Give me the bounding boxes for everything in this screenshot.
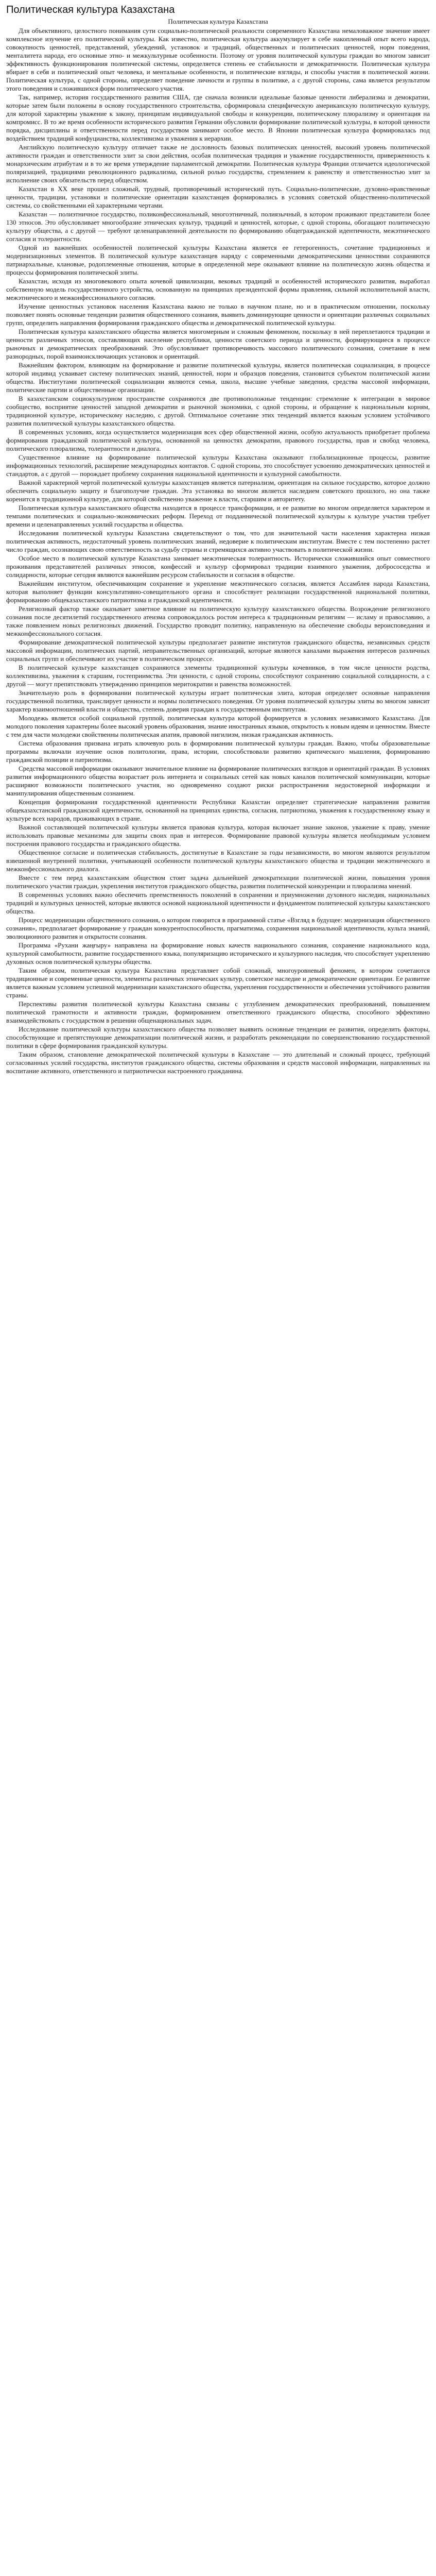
paragraph: Средства массовой информации оказывают значительное влияние на формирование политических взглядов и ориентаций граждан. В условиях развития информационного общества возрастает роль интернета и социальных сетей как новых каналов политической коммуникации, которые расширяют возможности политического участия, но одновременно создают риски распространения недостоверной информации и манипулирования общественным сознанием. xyxy=(6,765,430,797)
paragraph: В казахстанском социокультурном пространстве сохраняются две противоположные тенденции: стремление к интеграции в мировое сообщество, восприятие ценностей западной демократии и рыночной экономики, с одной стороны, и обращение к национальным корням, традиционной культуре, историческому наследию, с другой. Оптимальное сочетание этих тенденций является важным условием устойчивого развития политической культуры казахстанского общества. xyxy=(6,395,430,427)
paragraph: Перспективы развития политической культуры Казахстана связаны с углублением демократических преобразований, повышением политической грамотности и активности граждан, формированием ответственного гражданского общества, способного эффективно взаимодействовать с государством в решении общенациональных задач. xyxy=(6,1000,430,1024)
paragraph: Концепция формирования государственной идентичности Республики Казахстан определяет стратегические направления развития общеказахстанской гражданской идентичности, основанной на принципах единства, согласия, патриотизма, уважения к государственному языку и культуре всех народов, проживающих в стране. xyxy=(6,798,430,822)
paragraph: Существенное влияние на формирование политической культуры Казахстана оказывают глобализационные процессы, развитие информационных технологий, расширение международных контактов. С одной стороны, это способствует усвоению демократических ценностей и стандартов, а с другой — порождает проблему сохранения национальной идентичности и культурной самобытности. xyxy=(6,453,430,478)
paragraph: Казахстан, исходя из многовекового опыта кочевой цивилизации, вековых традиций и особенностей исторического развития, выработал собственную модель государственного устройства, основанную на принципах президентской формы правления, сильной исполнительной власти, межэтнического и межконфессионального согласия. xyxy=(6,277,430,301)
paragraph: Важной составляющей политической культуры является правовая культура, которая включает знание законов, уважение к праву, умение использовать правовые механизмы для защиты своих прав и интересов. Формирование правовой культуры является необходимым условием построения правового государства и гражданского общества. xyxy=(6,823,430,848)
paragraph: Изучение ценностных установок населения Казахстана важно не только в научном плане, но и в практическом отношении, поскольку позволяет понять основные тенденции развития общественного сознания, выявить доминирующие ценности и ориентации различных социальных групп, определить направления формирования гражданского общества и демократической политической культуры. xyxy=(6,302,430,327)
paragraph: Таким образом, становление демократической политической культуры в Казахстане — это длительный и сложный процесс, требующий согласованных усилий государства, институтов гражданского общества, системы образования и средств массовой информации, направленных на воспитание активного, ответственного и патриотически настроенного гражданина. xyxy=(6,1050,430,1075)
paragraph: Процесс модернизации общественного сознания, о котором говорится в программной статье «Взгляд в будущее: модернизация общественного сознания», предполагает формирование у граждан конкурентоспособности, прагматизма, сохранения национальной идентичности, культа знаний, эволюционного развития и открытости сознания. xyxy=(6,916,430,940)
page-title: Политическая культура Казахстана xyxy=(6,4,175,15)
document-subtitle: Политическая культура Казахстана xyxy=(168,18,268,25)
paragraph: Казахстан — полиэтничное государство, поликонфессиональный, многоэтничный, полиязычный, в котором проживают представители более 130 этносов. Это обусловливает многообразие этнических культур, традиций и ценностей, которые, с одной стороны, обогащают политическую культуру общества, а с другой — требуют целенаправленной деятельности по формированию общегражданской идентичности, межэтнического согласия и толерантности. xyxy=(6,210,430,243)
paragraph: Для объективного, целостного понимания сути социально-политической реальности современного Казахстана немаловажное значение имеет комплексное изучение его политической культуры. Как известно, политическая культура аккумулирует в себе накопленный опыт всего народа, совокупность ценностей, представлений, убеждений, установок и традиций, общественных и политических ценностей, норм поведения, менталитета народа, его основные этно- и межкультурные особенности. Поэтому от уровня политической культуры граждан во многом зависит эффективность функционирования политической системы, определяется степень ее стабильности и демократичности. Политическая культура вбирает в себя и политический опыт человека, и ментальные особенности, и политические взгляды, и способы участия в политической жизни. Политическая культура, с одной стороны, определяет поведение личности и группы в политике, а с другой стороны, сама является результатом этого поведения и сложившихся форм политического участия. xyxy=(6,27,430,92)
paragraph: Религиозный фактор также оказывает заметное влияние на политическую культуру казахстанского общества. Возрождение религиозного сознания после десятилетий государственного атеизма сопровождалось ростом интереса к традиционным религиям — исламу и православию, а также появлением новых религиозных движений. Государство проводит политику, направленную на обеспечение свободы вероисповедания и межконфессионального согласия. xyxy=(6,605,430,637)
paragraph: Казахстан в XX веке прошел сложный, трудный, противоречивый исторический путь. Социально-политические, духовно-нравственные ценности, традиции, установки и политические ориентации казахстанцев формировались в условиях советской общественно-политической системы, со свойственными ей характерными чертами. xyxy=(6,185,430,209)
paragraph: Молодежь является особой социальной группой, политическая культура которой формируется в условиях независимого Казахстана. Для молодого поколения характерны более высокий уровень образования, знание иностранных языков, открытость к новым идеям и ценностям. Вместе с тем для части молодежи свойственны политическая апатия, правовой нигилизм, низкая гражданская активность. xyxy=(6,714,430,738)
paragraph: Политическая культура казахстанского общества находится в процессе трансформации, и ее развитие во многом определяется характером и темпами политических и социально-экономических реформ. Переход от подданнической политической культуры к культуре участия требует времени и целенаправленных усилий государства и общества. xyxy=(6,504,430,528)
paragraph: Таким образом, политическая культура Казахстана представляет собой сложный, многоуровневый феномен, в котором сочетаются традиционные и современные ценности, элементы различных этнических культур, советское наследие и демократические ориентации. Ее развитие является важным условием успешной модернизации казахстанского общества, укрепления государственности и обеспечения устойчивого развития страны. xyxy=(6,967,430,999)
paragraph: Система образования призвана играть ключевую роль в формировании политической культуры граждан. Важно, чтобы образовательные программы включали изучение основ политологии, права, истории, способствовали развитию критического мышления, формированию гражданской позиции и патриотизма. xyxy=(6,739,430,764)
document-body xyxy=(6,27,430,1075)
paragraph: Общественное согласие и политическая стабильность, достигнутые в Казахстане за годы независимости, во многом являются результатом взвешенной внутренней политики, учитывающей особенности политической культуры казахстанского общества и традиции межэтнического и межконфессионального диалога. xyxy=(6,849,430,873)
paragraph: Политическая культура казахстанского общества является многомерным и сложным феноменом, поскольку в ней переплетаются традиции и ценности различных этносов, составляющих население республики, ценности советского периода и ценности, формирующиеся в процессе рыночных и демократических преобразований. Это обусловливает противоречивость массового политического сознания, сочетание в нем разнородных, порой взаимоисключающих установок и ориентаций. xyxy=(6,328,430,360)
document-page xyxy=(0,0,436,1082)
paragraph: Английскую политическую культуру отличает также не дословность базовых политических ценностей, высокий уровень политической активности граждан и ответственности элит за свои действия, особая политическая традиция и уважение государственности, приверженность к монархическим атрибутам и в то же время утверждение парламентской демократии. Политическая культура Франции отличается идеологической поляризацией, традициями революционного радикализма, сильной ролью государства, стремлением к равенству и ответственностью элит за исполнение своих обязательств перед обществом. xyxy=(6,143,430,184)
paragraph: Важнейшим фактором, влияющим на формирование и развитие политической культуры, является политическая социализация, в процессе которой индивид усваивает систему политических знаний, ценностей, норм и образцов поведения, становится субъектом политической жизни общества. Институтами политической социализации являются семья, школа, высшие учебные заведения, средства массовой информации, политические партии и общественные организации. xyxy=(6,361,430,394)
paragraph: В политической культуре казахстанцев сохраняются элементы традиционной культуры кочевников, в том числе ценности родства, коллективизма, уважения к старшим, гостеприимства. Эти ценности, с одной стороны, способствуют сохранению социальной солидарности, а с другой — могут препятствовать утверждению принципов меритократии и равенства возможностей. xyxy=(6,664,430,688)
paragraph: Вместе с тем перед казахстанским обществом стоит задача дальнейшей демократизации политической жизни, повышения уровня политического участия граждан, укрепления институтов гражданского общества, развития политической конкуренции и плюрализма мнений. xyxy=(6,874,430,890)
paragraph: Программа «Рухани жаңғыру» направлена на формирование новых качеств национального сознания, сохранение национального кода, культурной самобытности, развитие государственного языка, популяризацию исторического и культурного наследия, что способствует укреплению духовных основ политической культуры общества. xyxy=(6,941,430,965)
paragraph: Исследование политической культуры казахстанского общества позволяет выявить основные тенденции ее развития, определить факторы, способствующие и препятствующие демократизации политической жизни, и разработать рекомендации по совершенствованию государственной политики в сфере формирования гражданской культуры. xyxy=(6,1025,430,1049)
paragraph: Так, например, история государственного развития США, где сначала возникли идеальные базовые ценности либерализма и демократии, которые затем были положены в основу государственного строительства, сформировала специфическую американскую политическую культуру, для которой характерны уважение к закону, принципам индивидуальной свободы и конкуренции, политическому плюрализму и ориентация на компромисс. В то же время особенности исторического развития Германии обусловили формирование политической культуры, в которой ценности порядка, дисциплины и ответственности перед государством занимают особое место. В Японии политическая культура формировалась под воздействием традиций конфуцианства, коллективизма и уважения к иерархии. xyxy=(6,93,430,142)
paragraph: Одной из важнейших особенностей политической культуры Казахстана является ее гетерогенность, сочетание традиционных и модернизационных элементов. В политической культуре казахстанцев наряду с современными демократическими ценностями сохраняются патриархальные, клановые, родоплеменные отношения, которые в определенной мере оказывают влияние на политическую жизнь общества и процессы формирования политической элиты. xyxy=(6,244,430,276)
paragraph: Особое место в политической культуре Казахстана занимает межэтническая толерантность. Исторически сложившийся опыт совместного проживания представителей различных этносов, конфессий и культур сформировал традиции взаимного уважения, добрососедства и солидарности, которые сегодня являются важнейшим ресурсом стабильности и согласия в обществе. xyxy=(6,554,430,579)
paragraph: В современных условиях, когда осуществляется модернизация всех сфер общественной жизни, особую актуальность приобретает проблема формирования гражданской политической культуры, основанной на ценностях демократии, правового государства, прав и свобод человека, политического плюрализма, толерантности и диалога. xyxy=(6,428,430,452)
paragraph: В современных условиях важно обеспечить преемственность поколений в сохранении и приумножении духовного наследия, национальных традиций и культурных ценностей, которые являются основой национальной идентичности и фундаментом политической культуры казахстанского общества. xyxy=(6,891,430,915)
paragraph: Исследования политической культуры Казахстана свидетельствуют о том, что для значительной части населения характерна низкая политическая активность, недостаточный уровень политических знаний, недоверие к политическим институтам. Вместе с тем постепенно растет число граждан, осознающих свою ответственность за судьбу страны и стремящихся активно участвовать в политической жизни. xyxy=(6,529,430,553)
paragraph: Значительную роль в формировании политической культуры играет политическая элита, которая определяет основные направления государственной политики, транслирует ценности и нормы политического поведения. От уровня политической культуры элиты во многом зависит характер взаимоотношений власти и общества, степень доверия граждан к государственным институтам. xyxy=(6,689,430,713)
paragraph: Формирование демократической политической культуры предполагает развитие институтов гражданского общества, независимых средств массовой информации, политических партий, неправительственных организаций, которые являются каналами выражения интересов различных социальных групп и обеспечивают их участие в политическом процессе. xyxy=(6,638,430,663)
paragraph: Важнейшим институтом, обеспечивающим сохранение и укрепление межэтнического согласия, является Ассамблея народа Казахстана, которая выполняет функции консультативно-совещательного органа и способствует реализации государственной национальной политики, формированию общеказахстанского патриотизма и гражданской идентичности. xyxy=(6,580,430,604)
paragraph: Важной характерной чертой политической культуры казахстанцев является патернализм, ориентация на сильное государство, которое должно обеспечить социальную защиту и благополучие граждан. Эта установка во многом является наследием советского прошлого, но она также коренится в традиционной культуре, для которой свойственно уважение к власти, старшим и авторитету. xyxy=(6,479,430,503)
